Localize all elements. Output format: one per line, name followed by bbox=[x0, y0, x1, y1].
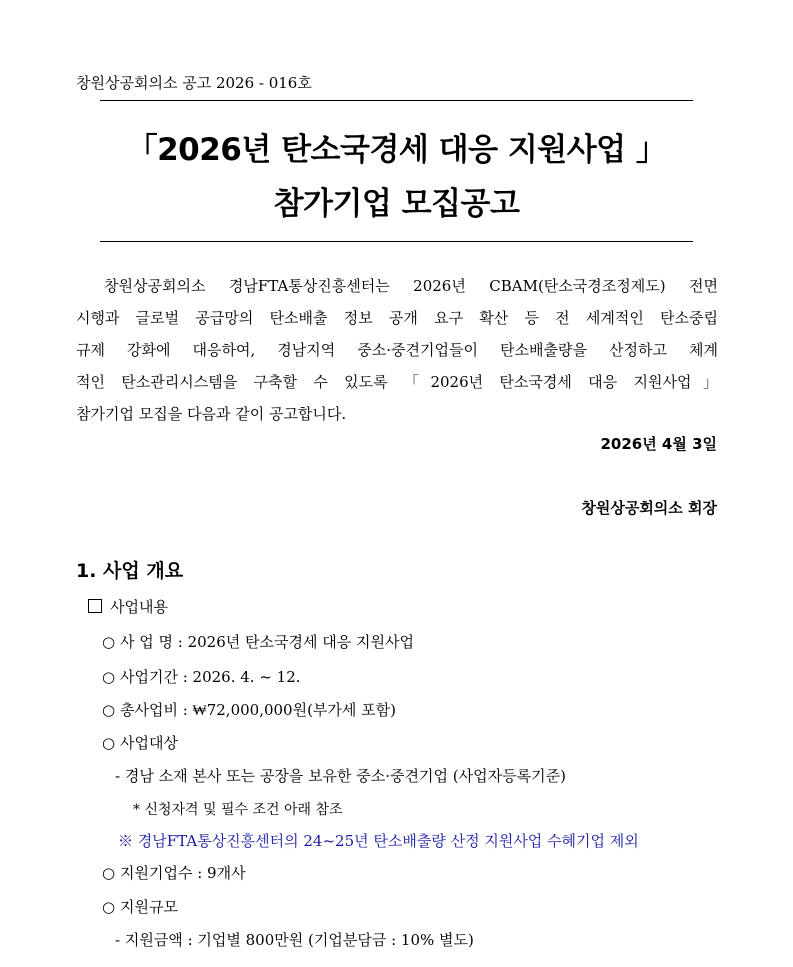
list-item-period bbox=[102, 666, 301, 687]
list-item-text: 지원기업수 : 9개사 bbox=[120, 864, 246, 882]
subheading-label: 사업내용 bbox=[110, 598, 168, 616]
intro-line: 적인 탄소관리시스템을 구축할 수 있도록 「2026년 탄소국경세 대응 지원사업」 bbox=[76, 373, 718, 391]
header-rule-top bbox=[100, 100, 693, 101]
intro-line: 참가기업 모집을 다음과 같이 공고합니다. bbox=[76, 405, 347, 423]
section-heading: 1. 사업 개요 bbox=[76, 560, 184, 582]
circle-bullet-icon: ○ bbox=[102, 734, 116, 752]
target-detail: - 경남 소재 본사 또는 공장을 보유한 중소·중견기업 (사업자등록기준) bbox=[115, 767, 566, 785]
circle-bullet-icon: ○ bbox=[102, 633, 116, 651]
amount-detail: - 지원금액 : 기업별 800만원 (기업분담금 : 10% 별도) bbox=[115, 931, 474, 949]
circle-bullet-icon: ○ bbox=[102, 864, 116, 882]
circle-bullet-icon: ○ bbox=[102, 668, 116, 686]
list-item-text: 지원규모 bbox=[120, 898, 178, 916]
signature: 창원상공회의소 회장 bbox=[581, 499, 717, 517]
list-item-count bbox=[102, 862, 246, 883]
exclusion-note: ※ 경남FTA통상진흥센터의 24~25년 탄소배출량 산정 지원사업 수혜기업 제외 bbox=[118, 832, 639, 850]
intro-line: 규제 강화에 대응하여, 경남지역 중소·중견기업들이 탄소배출량을 산정하고 체계 bbox=[76, 341, 718, 359]
circle-bullet-icon: ○ bbox=[102, 898, 116, 916]
notice-number: 창원상공회의소 공고 2026 - 016호 bbox=[76, 74, 312, 92]
list-item-budget bbox=[102, 699, 396, 720]
notice-date: 2026년 4월 3일 bbox=[600, 435, 717, 453]
page-title-line1: 「2026년 탄소국경세 대응 지원사업 」 bbox=[126, 132, 667, 168]
list-item-text: 사 업 명 : 2026년 탄소국경세 대응 지원사업 bbox=[120, 633, 414, 651]
list-item-scale bbox=[102, 896, 178, 917]
header-rule-bottom bbox=[100, 241, 693, 242]
checkbox-square-icon bbox=[88, 599, 102, 613]
circle-bullet-icon: ○ bbox=[102, 701, 116, 719]
list-item-text: 총사업비 : ₩72,000,000원(부가세 포함) bbox=[120, 701, 397, 719]
intro-line: 시행과 글로벌 공급망의 탄소배출 정보 공개 요구 확산 등 전 세계적인 탄소중립 bbox=[76, 309, 718, 327]
target-note: * 신청자격 및 필수 조건 아래 참조 bbox=[133, 802, 343, 818]
intro-paragraph bbox=[76, 270, 718, 430]
intro-line: 창원상공회의소 경남FTA통상진흥센터는 2026년 CBAM(탄소국경조정제도) 전면 bbox=[104, 277, 718, 295]
list-item-text: 사업기간 : 2026. 4. ~ 12. bbox=[120, 668, 301, 686]
page-title-line2: 참가기업 모집공고 bbox=[273, 186, 520, 222]
list-item-name bbox=[102, 631, 414, 652]
list-item-text: 사업대상 bbox=[120, 734, 178, 752]
subheading bbox=[88, 596, 168, 617]
list-item-target bbox=[102, 732, 178, 753]
